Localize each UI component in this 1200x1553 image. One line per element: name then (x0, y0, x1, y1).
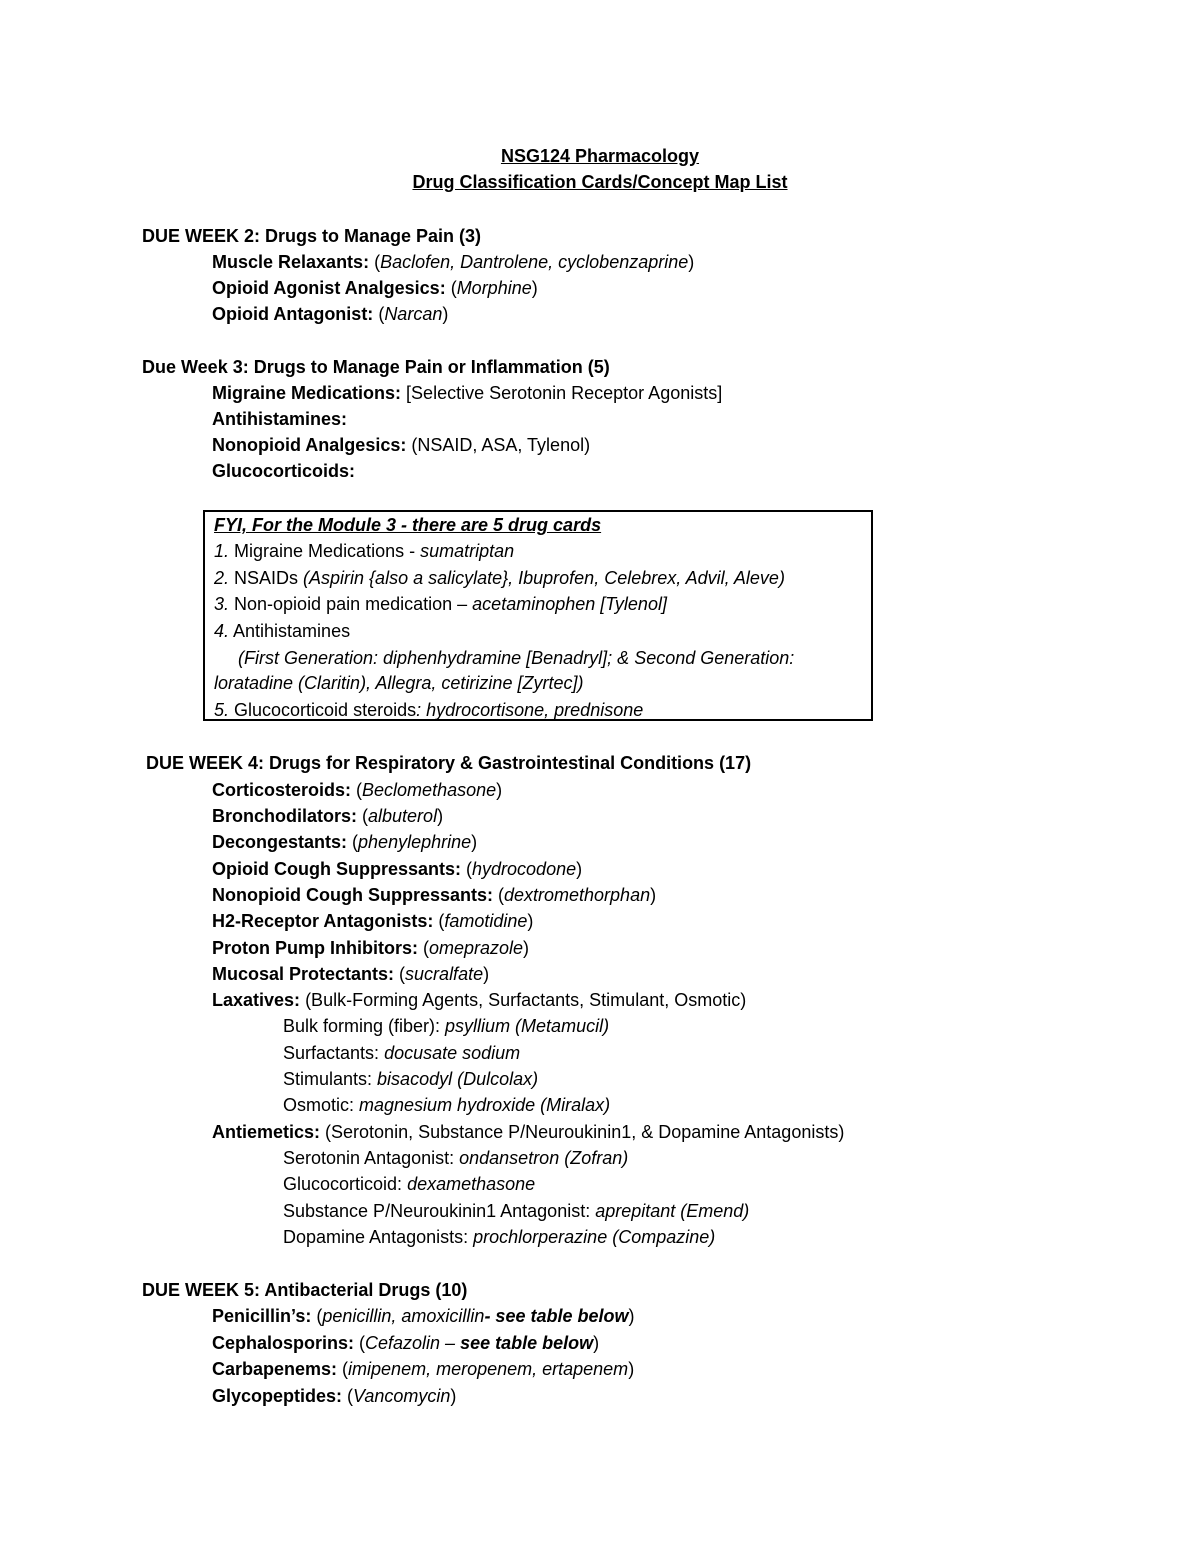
week3-item: Antihistamines: (212, 409, 348, 429)
week5-heading: DUE WEEK 5: Antibacterial Drugs (10) (142, 1280, 468, 1300)
week4-item: Corticosteroids: (Beclomethasone) (212, 780, 503, 800)
week2-heading: DUE WEEK 2: Drugs to Manage Pain (3) (142, 226, 482, 246)
laxatives-item: Laxatives: (Bulk-Forming Agents, Surfactants, Stimulant, Osmotic) (212, 990, 747, 1010)
week5-item: Cephalosporins: (Cefazolin – see table below) (212, 1333, 600, 1353)
week3-item: Migraine Medications: [Selective Serotonin Receptor Agonists] (212, 383, 723, 403)
week2-item: Opioid Antagonist: (Narcan) (212, 304, 449, 324)
week5-item: Glycopeptides: (Vancomycin) (212, 1386, 457, 1406)
week4-item: Decongestants: (phenylephrine) (212, 832, 478, 852)
laxative-subitem: Surfactants: docusate sodium (283, 1043, 521, 1063)
fyi-line: 5. Glucocorticoid steroids: hydrocortisone, prednisone (214, 700, 644, 720)
week4-item: H2-Receptor Antagonists: (famotidine) (212, 911, 534, 931)
week3-item: Glucocorticoids: (212, 461, 356, 481)
week4-item: Proton Pump Inhibitors: (omeprazole) (212, 938, 530, 958)
week4-item: Opioid Cough Suppressants: (hydrocodone) (212, 859, 583, 879)
antiemetic-subitem: Dopamine Antagonists: prochlorperazine (Compazine) (283, 1227, 716, 1247)
week5-item: Penicillin’s: (penicillin, amoxicillin- see table below) (212, 1306, 635, 1326)
fyi-antihistamine-detail: (First Generation: diphenhydramine [Benadryl]; & Second Generation: (238, 648, 795, 668)
week2-item: Muscle Relaxants: (Baclofen, Dantrolene, cyclobenzaprine) (212, 252, 695, 272)
fyi-line: 1. Migraine Medications - sumatriptan (214, 541, 515, 561)
document-title: NSG124 Pharmacology (500, 146, 700, 166)
document-subtitle: Drug Classification Cards/Concept Map List (412, 172, 788, 192)
antiemetics-item: Antiemetics: (Serotonin, Substance P/Neuroukinin1, & Dopamine Antagonists) (212, 1122, 845, 1142)
fyi-line: 2. NSAIDs (Aspirin {also a salicylate}, Ibuprofen, Celebrex, Advil, Aleve) (214, 568, 785, 588)
antiemetic-subitem: Glucocorticoid: dexamethasone (283, 1174, 536, 1194)
week2-item: Opioid Agonist Analgesics: (Morphine) (212, 278, 538, 298)
fyi-antihistamine-detail: loratadine (Claritin), Allegra, cetirizine [Zyrtec]) (214, 673, 584, 693)
week5-item: Carbapenems: (imipenem, meropenem, ertapenem) (212, 1359, 635, 1379)
week4-item: Nonopioid Cough Suppressants: (dextromethorphan) (212, 885, 657, 905)
laxative-subitem: Stimulants: bisacodyl (Dulcolax) (283, 1069, 539, 1089)
week3-heading: Due Week 3: Drugs to Manage Pain or Inflammation (5) (142, 357, 610, 377)
week3-item: Nonopioid Analgesics: (NSAID, ASA, Tylenol) (212, 435, 591, 455)
week4-item: Mucosal Protectants: (sucralfate) (212, 964, 490, 984)
fyi-line: 4. Antihistamines (214, 621, 351, 641)
laxative-subitem: Bulk forming (fiber): psyllium (Metamucil) (283, 1016, 610, 1036)
fyi-heading: FYI, For the Module 3 - there are 5 drug cards (214, 515, 602, 535)
antiemetic-subitem: Serotonin Antagonist: ondansetron (Zofran) (283, 1148, 629, 1168)
fyi-line: 3. Non-opioid pain medication – acetaminophen [Tylenol] (214, 594, 667, 614)
week4-item: Bronchodilators: (albuterol) (212, 806, 444, 826)
antiemetic-subitem: Substance P/Neuroukinin1 Antagonist: aprepitant (Emend) (283, 1201, 750, 1221)
laxative-subitem: Osmotic: magnesium hydroxide (Miralax) (283, 1095, 611, 1115)
week4-heading: DUE WEEK 4: Drugs for Respiratory & Gastrointestinal Conditions (17) (146, 753, 752, 773)
